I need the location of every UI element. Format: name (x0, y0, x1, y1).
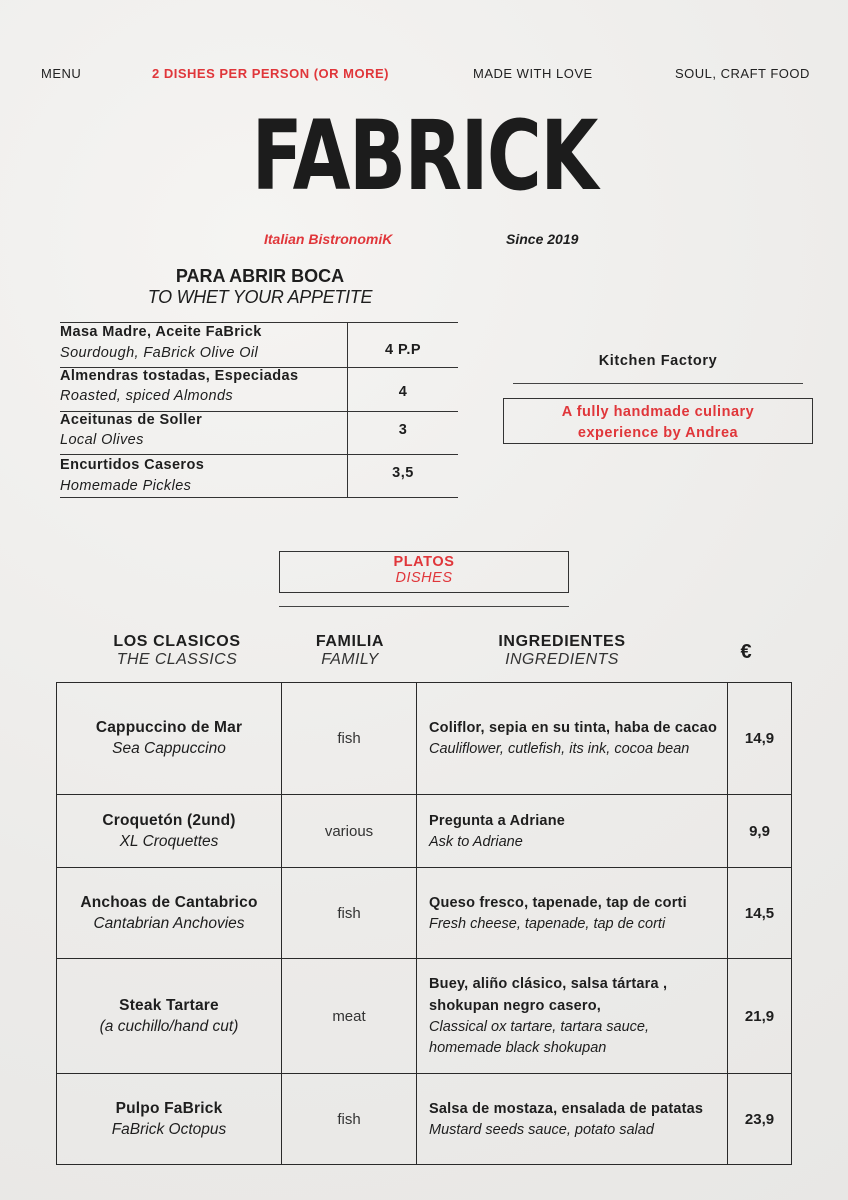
appetizers-title: PARA ABRIR BOCA (175, 266, 345, 286)
dish-ingredients-en: Fresh cheese, tapenade, tap de corti (429, 915, 666, 932)
dish-ingredients-en: Mustard seeds sauce, potato salad (429, 1121, 654, 1138)
dish-subtitle: Cantabrian Anchovies (93, 914, 245, 932)
kitchen-factory-divider (513, 383, 803, 384)
handmade-experience-box (503, 398, 813, 444)
column-header-clasicos-es: LOS CLASICOS (113, 633, 241, 650)
dish-ingredients-es: Buey, aliño clásico, salsa tártara , shokupan negro casero, (429, 976, 668, 1014)
dish-subtitle: XL Croquettes (119, 832, 219, 850)
made-with-love-label: MADE WITH LOVE (473, 66, 593, 81)
column-header-clasicos (88, 633, 266, 669)
appetizer-row (60, 323, 458, 368)
dish-price: 21,9 (728, 959, 792, 1074)
table-row (57, 683, 792, 795)
column-header-familia-es: FAMILIA (315, 633, 385, 650)
dish-ingredients-en: Ask to Adriane (429, 833, 523, 850)
platos-subtitle: DISHES (395, 570, 453, 586)
dish-ingredients-cell (417, 1074, 728, 1165)
appetizer-name: Masa Madre, Aceite FaBrick (60, 324, 262, 340)
column-header-familia-en: FAMILY (321, 651, 379, 668)
dish-name: Anchoas de Cantabrico (80, 893, 258, 911)
dish-subtitle: Sea Cappuccino (112, 740, 226, 757)
dish-family: meat (282, 959, 417, 1074)
appetizer-price: 4 P.P (384, 342, 422, 358)
menu-label: MENU (41, 66, 82, 81)
appetizer-name: Aceitunas de Soller (60, 412, 203, 428)
column-header-ingredientes-en: INGREDIENTS (505, 651, 619, 668)
appetizer-price: 3,5 (392, 465, 414, 481)
dish-family: fish (282, 868, 417, 959)
dishes-table (56, 682, 792, 1165)
dish-name: Pulpo FaBrick (115, 1099, 223, 1117)
dish-ingredients-es: Coliflor, sepia en su tinta, haba de cacao (429, 720, 718, 736)
table-row (57, 868, 792, 959)
appetizer-row (60, 455, 458, 498)
appetizer-price: 4 (398, 384, 408, 400)
since-label: Since 2019 (506, 231, 579, 247)
appetizers-subtitle: TO WHET YOUR APPETITE (147, 287, 373, 307)
dish-family: fish (282, 683, 417, 795)
appetizer-subtitle: Roasted, spiced Almonds (60, 388, 234, 404)
appetizer-subtitle: Homemade Pickles (60, 478, 192, 494)
platos-divider (279, 606, 569, 607)
dish-ingredients-en: Classical ox tartare, tartara sauce, homemade black shokupan (429, 1019, 650, 1056)
handmade-line-2: experience by Andrea (577, 425, 739, 441)
platos-box (279, 551, 569, 593)
dish-name-cell (57, 1074, 282, 1165)
dish-subtitle: FaBrick Octopus (111, 1120, 227, 1138)
handmade-line-1: A fully handmade culinary (561, 404, 755, 420)
dish-name-cell (57, 868, 282, 959)
dish-price: 14,9 (728, 683, 792, 795)
dish-ingredients-cell (417, 683, 728, 795)
brand-logo: FABRICK (251, 100, 597, 212)
dish-family: fish (282, 1074, 417, 1165)
dish-subtitle: (a cuchillo/hand cut) (99, 1017, 239, 1035)
appetizer-price: 3 (398, 422, 408, 438)
dish-ingredients-en: Cauliflower, cutlefish, its ink, cocoa bean (429, 741, 690, 757)
column-header-price: € (740, 641, 752, 663)
kitchen-factory-title: Kitchen Factory (598, 353, 718, 369)
dish-name-cell (57, 683, 282, 795)
dish-name: Steak Tartare (119, 996, 219, 1014)
soul-craft-food-label: SOUL, CRAFT FOOD (675, 66, 810, 81)
appetizer-row (60, 412, 458, 455)
table-row (57, 959, 792, 1074)
platos-title: PLATOS (393, 554, 455, 570)
appetizers-heading (60, 266, 460, 308)
table-row (57, 795, 792, 868)
dish-name-cell (57, 959, 282, 1074)
brand-tagline: Italian BistronomiK (264, 231, 393, 247)
dish-name: Croquetón (2und) (102, 811, 236, 829)
column-header-ingredientes (472, 633, 652, 669)
column-header-ingredientes-es: INGREDIENTES (498, 633, 626, 650)
column-header-clasicos-en: THE CLASSICS (116, 651, 238, 668)
dishes-per-person-notice: 2 DISHES PER PERSON (OR MORE) (152, 66, 389, 81)
dish-ingredients-es: Queso fresco, tapenade, tap de corti (429, 894, 687, 911)
appetizer-subtitle: Local Olives (60, 432, 144, 448)
dish-ingredients-cell (417, 959, 728, 1074)
appetizer-name: Encurtidos Caseros (60, 457, 205, 473)
dish-ingredients-cell (417, 868, 728, 959)
appetizer-name: Almendras tostadas, Especiadas (60, 368, 299, 384)
table-row (57, 1074, 792, 1165)
appetizer-row (60, 368, 458, 412)
appetizer-subtitle: Sourdough, FaBrick Olive Oil (60, 345, 259, 361)
dish-price: 23,9 (728, 1074, 792, 1165)
dish-price: 14,5 (728, 868, 792, 959)
dish-ingredients-cell (417, 795, 728, 868)
column-header-familia (290, 633, 410, 669)
dish-ingredients-es: Salsa de mostaza, ensalada de patatas (429, 1100, 704, 1117)
dish-ingredients-es: Pregunta a Adriane (429, 812, 566, 829)
dish-name-cell (57, 795, 282, 868)
dish-family: various (282, 795, 417, 868)
dish-price: 9,9 (728, 795, 792, 868)
dish-name: Cappuccino de Mar (95, 719, 243, 736)
